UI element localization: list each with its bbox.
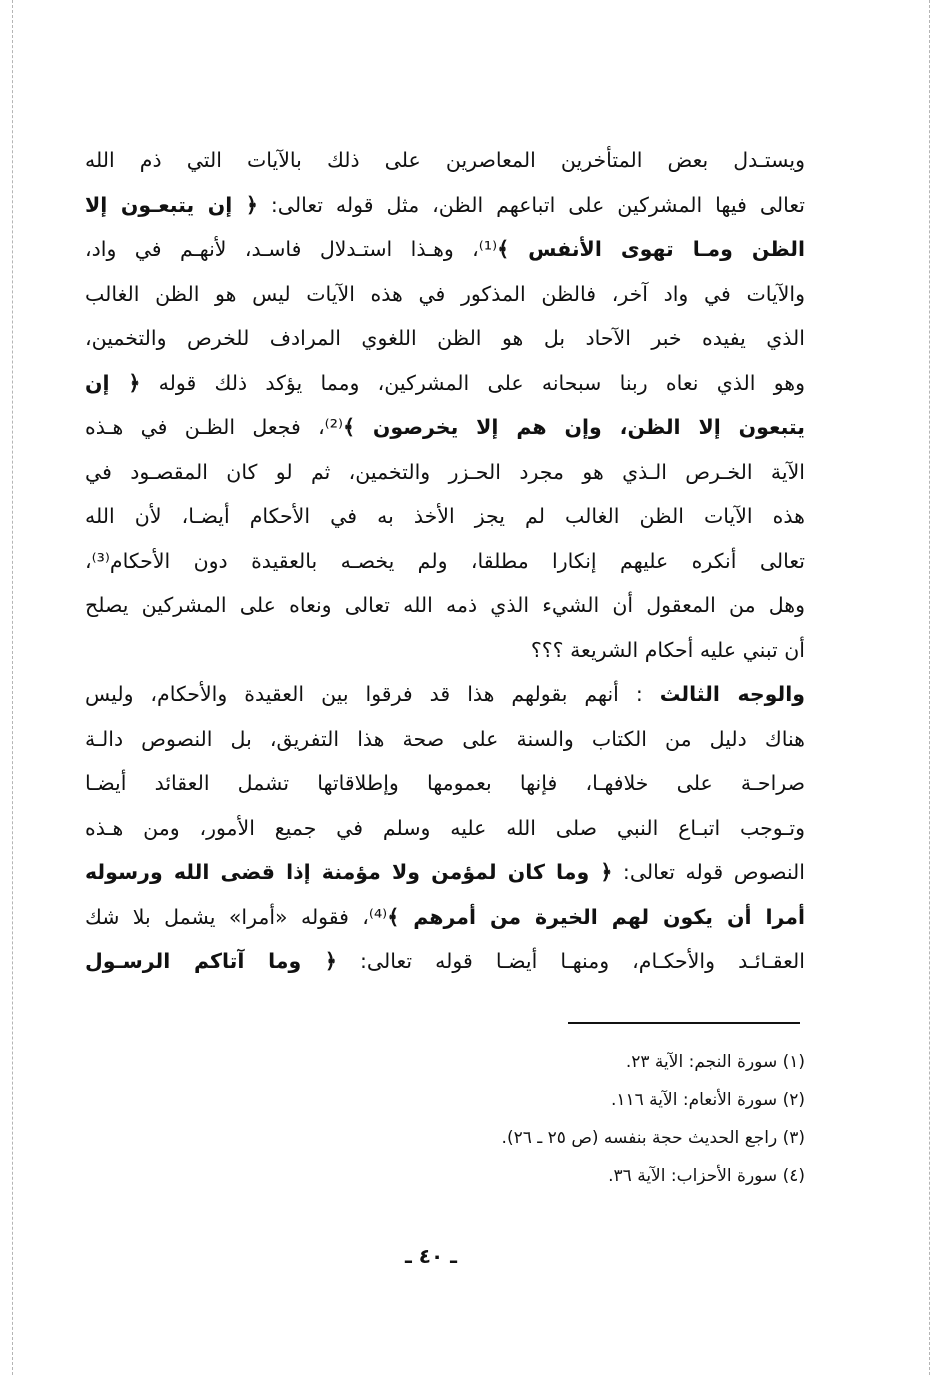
quran-quote: ﴿ إن يتبعـون إلا bbox=[85, 192, 258, 217]
text-segment: النصوص قوله تعالى: bbox=[612, 860, 805, 884]
text-segment: العقـائـد والأحكـام، ومنهـا أيضـا قوله تعالى: bbox=[336, 949, 805, 973]
text-segment: ⁽²⁾، فجعل الظـن في هـذه bbox=[85, 415, 343, 439]
text-line bbox=[85, 316, 805, 361]
quran-quote: الظن ومـا تهوى الأنفس ﴾ bbox=[497, 237, 805, 261]
footnote-4: (٤) سورة الأحزاب: الآية ٣٦. bbox=[608, 1166, 805, 1186]
text-segment: وتـوجب اتبـاع النبي صلى الله عليه وسلم في جميع الأمور، ومن هـذه bbox=[85, 815, 805, 840]
text-line bbox=[85, 405, 805, 450]
text-line bbox=[85, 138, 805, 183]
text-line bbox=[85, 494, 805, 539]
text-segment: ⁽¹⁾، وهـذا استـدلال فاسـد، لأنهـم في واد، bbox=[85, 237, 498, 261]
text-segment: وهو الذي نعاه ربنا سبحانه على المشركين، ومما يؤكد ذلك قوله bbox=[140, 370, 805, 395]
page-number: ـ ٤٠ ـ bbox=[404, 1244, 458, 1268]
text-line bbox=[85, 806, 805, 851]
footnote-2: (٢) سورة الأنعام: الآية ١١٦. bbox=[610, 1090, 805, 1110]
text-line bbox=[85, 850, 805, 895]
text-segment: وهل من المعقول أن الشيء الذي ذمه الله تعالى ونعاه على المشركين يصلح bbox=[85, 593, 805, 617]
footnote-1: (١) سورة النجم: الآية ٢٣. bbox=[625, 1052, 805, 1072]
text-line bbox=[85, 717, 805, 762]
quran-quote: يتبعون إلا الظن، وإن هم إلا يخرصون ﴾ bbox=[343, 415, 805, 439]
text-segment: هذه الآيات الظن الغالب لم يجز الأخذ به في الأحكام أيضـا، لأن الله bbox=[85, 504, 805, 528]
binding-line-right bbox=[929, 0, 930, 1375]
quran-quote: ﴿ وما كان لمؤمن ولا مؤمنة إذا قضى الله ورسوله bbox=[85, 860, 613, 884]
text-line bbox=[85, 895, 805, 940]
text-line bbox=[85, 539, 805, 584]
text-segment: هناك دليل من الكتاب والسنة على صحة هذا التفريق، بل النصوص دالـة bbox=[85, 726, 805, 751]
text-segment: أن تبني عليه أحكام الشريعة ؟؟؟ bbox=[530, 637, 805, 662]
text-segment: ⁽⁴⁾، فقوله «أمرا» يشمل بلا شك bbox=[85, 904, 388, 929]
text-line bbox=[85, 272, 805, 317]
text-segment: تعالى أنكره عليهم إنكارا مطلقا، ولم يخصـه بالعقيدة دون الأحكام⁽³⁾، bbox=[85, 548, 805, 573]
text-segment: تعالى فيها المشركين على اتباعهم الظن، مثل قوله تعالى: bbox=[257, 192, 805, 217]
text-segment: ويستـدل بعض المتأخرين المعاصرين على ذلك بالآيات التي ذم الله bbox=[85, 148, 805, 172]
text-line bbox=[85, 583, 805, 628]
text-segment: والآيات في واد آخر، فالظن المذكور في هذه الآيات ليس هو الظن الغالب bbox=[85, 281, 805, 306]
quran-quote: ﴿ وما آتاكم الرسـول bbox=[85, 949, 337, 973]
text-line bbox=[85, 761, 805, 806]
text-line bbox=[85, 361, 805, 406]
text-line bbox=[85, 183, 805, 228]
footnote-separator bbox=[568, 1022, 800, 1024]
binding-line-left bbox=[12, 0, 13, 1375]
footnote-3: (٣) راجع الحديث حجة بنفسه (ص ٢٥ ـ ٢٦). bbox=[501, 1128, 805, 1148]
text-line bbox=[85, 227, 805, 272]
text-line bbox=[85, 672, 805, 717]
text-line bbox=[85, 450, 805, 495]
text-segment: صراحـة على خلافهـا، فإنها بعمومها وإطلاقاتها تشمل العقائد أيضـا bbox=[85, 771, 805, 795]
text-segment: : أنهم بقولهم هذا قد فرقوا بين العقيدة والأحكام، وليس bbox=[85, 682, 660, 706]
text-line bbox=[85, 939, 805, 984]
quran-quote: والوجه الثالث bbox=[659, 682, 805, 706]
text-segment: الآية الخـرص الـذي هو مجرد الحـزر والتخمين، ثم لو كان المقصـود في bbox=[85, 459, 805, 484]
text-line bbox=[85, 628, 805, 673]
quran-quote: ﴿ إن bbox=[85, 370, 141, 395]
text-segment: الذي يفيده خبر الآحاد بل هو الظن اللغوي المرادف للخرص والتخمين، bbox=[85, 326, 805, 350]
footnotes bbox=[300, 1043, 805, 1195]
body-text bbox=[85, 138, 805, 984]
quran-quote: أمرا أن يكون لهم الخيرة من أمرهم ﴾ bbox=[387, 904, 805, 929]
